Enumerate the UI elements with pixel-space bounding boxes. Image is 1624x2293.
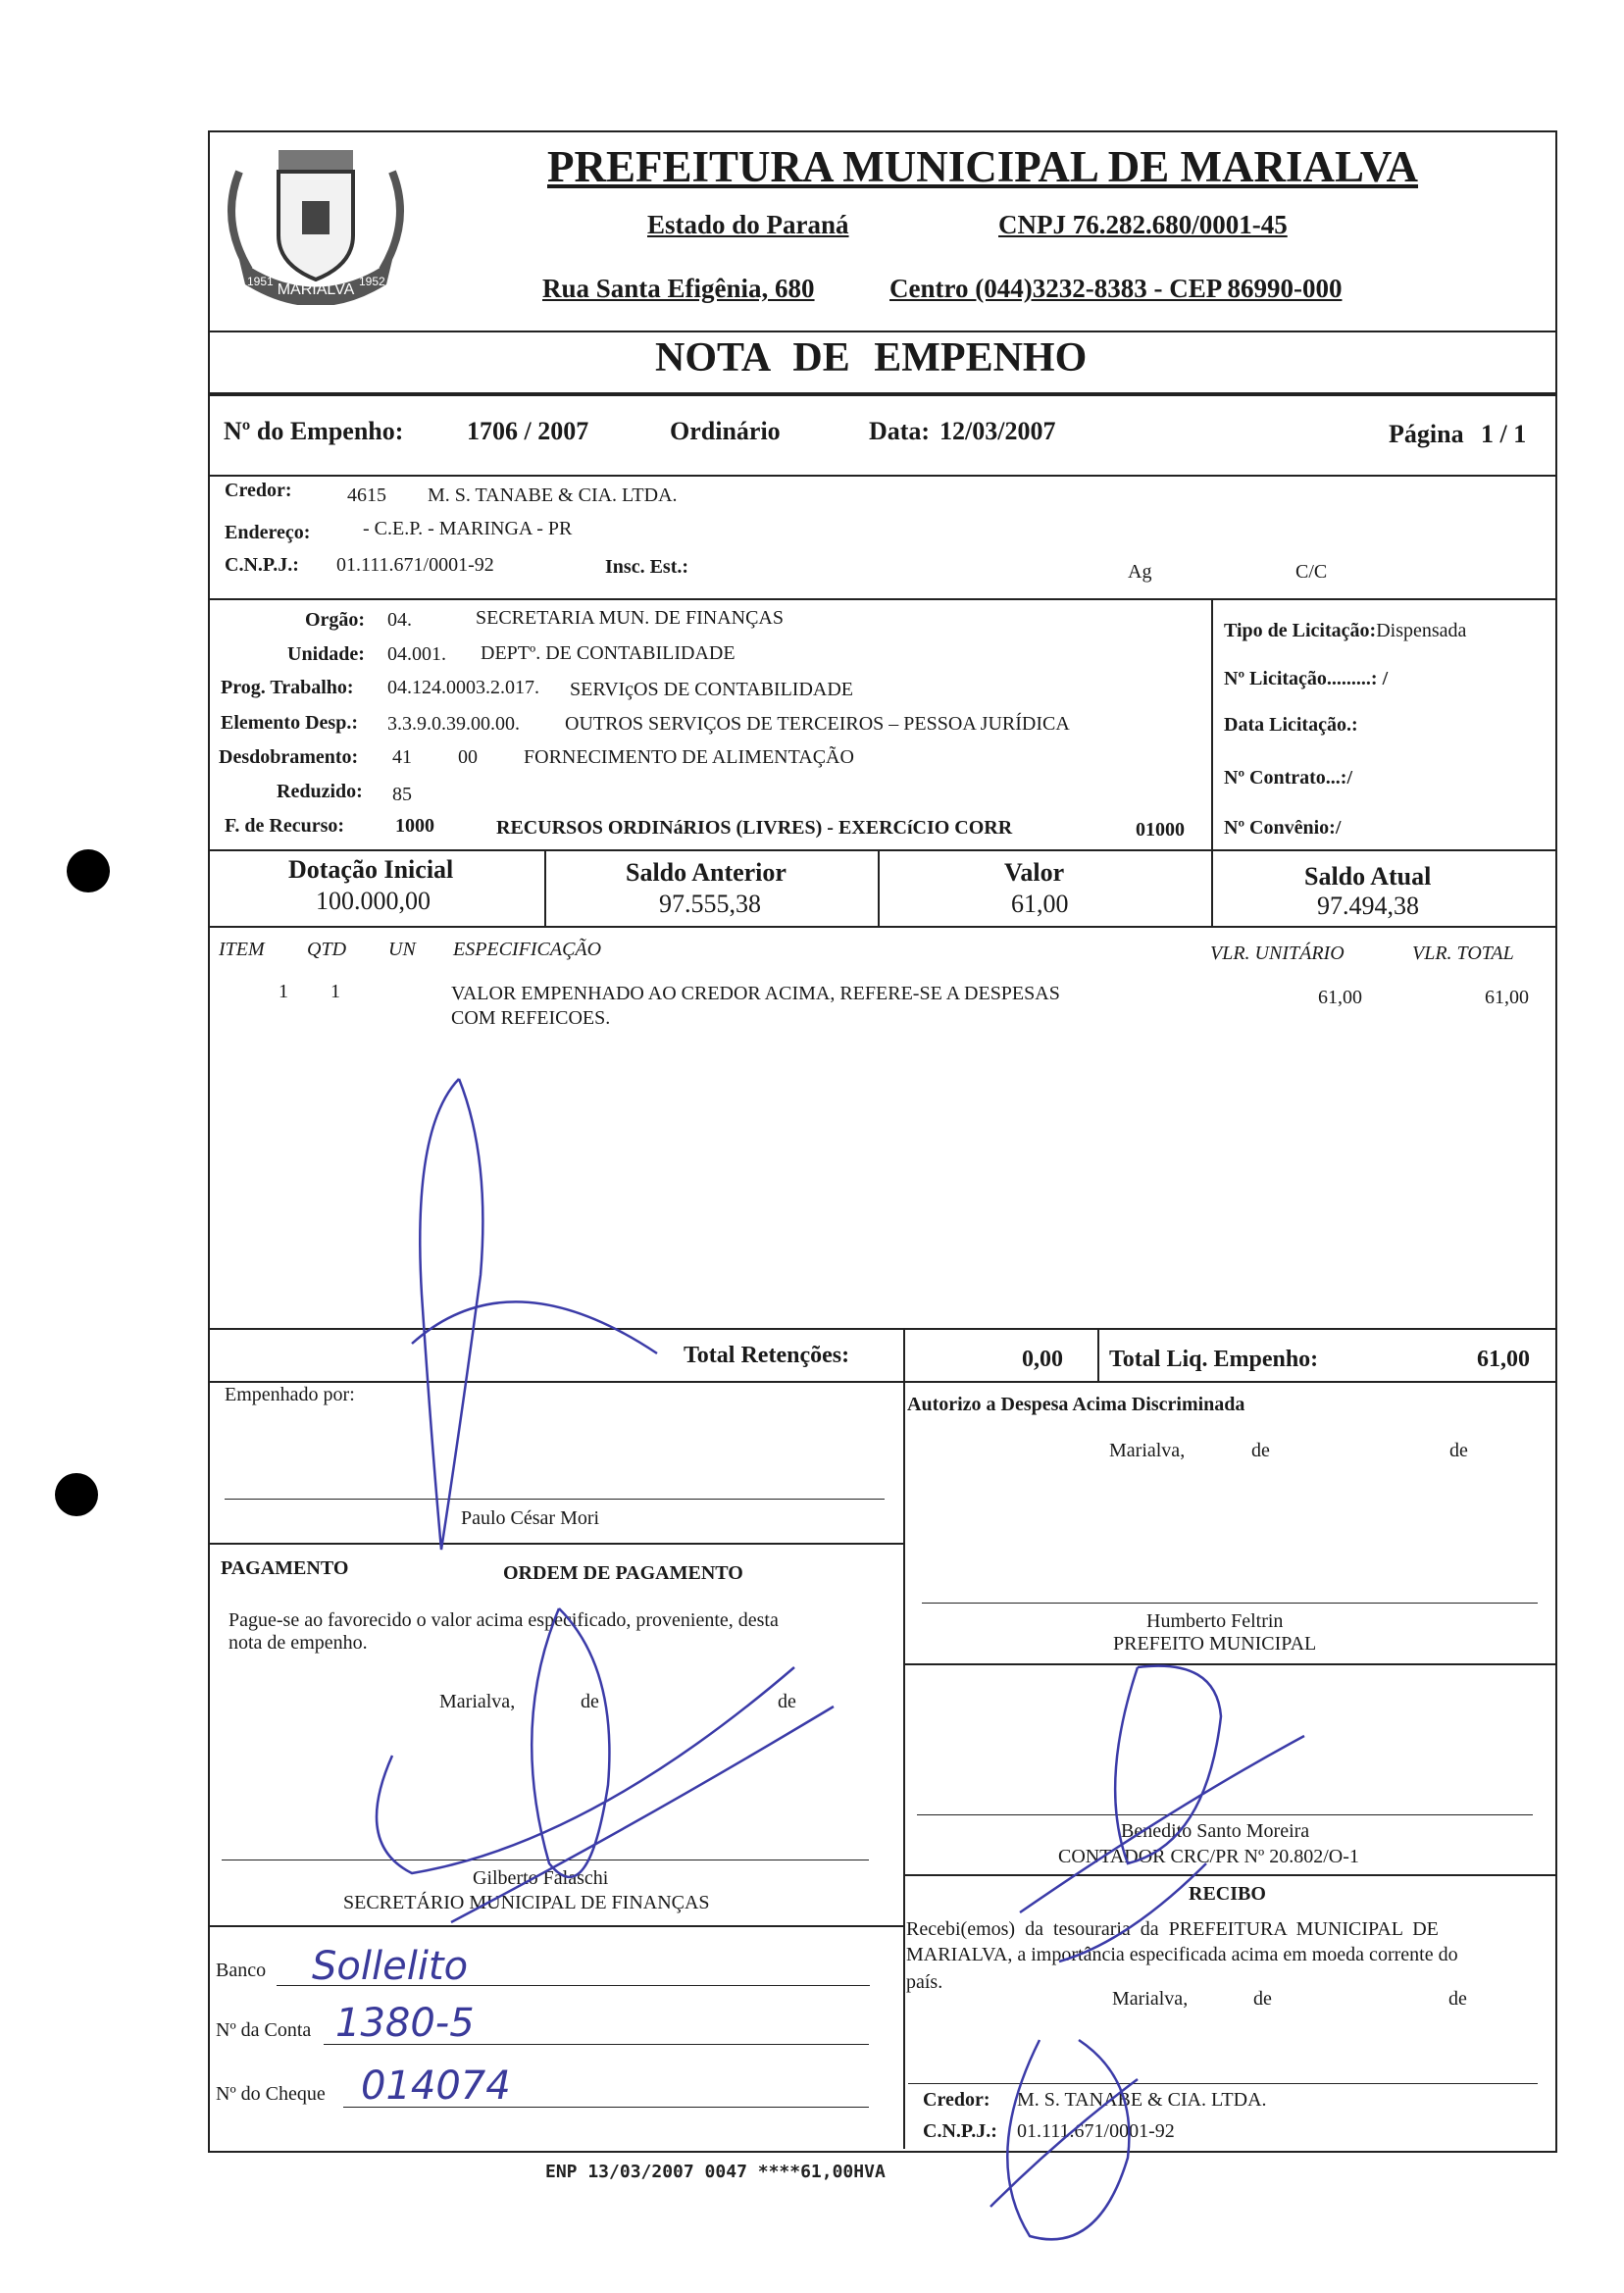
licitacao-data: Data Licitação.: xyxy=(1224,714,1358,736)
orgao-label: Orgão: xyxy=(305,609,366,631)
address-street: Rua Santa Efigênia, 680 xyxy=(542,274,815,303)
col-un: UN xyxy=(388,939,416,960)
endereco-value: - C.E.P. - MARINGA - PR xyxy=(363,518,573,539)
empenho-date: 12/03/2007 xyxy=(939,417,1056,445)
row-total: 61,00 xyxy=(1485,987,1529,1008)
credor-cnpj: 01.111.671/0001-92 xyxy=(336,554,494,576)
row-qtd: 1 xyxy=(330,981,340,1002)
retencoes-value: 0,00 xyxy=(1022,1347,1063,1372)
crest-year-left: 1951 xyxy=(247,275,274,288)
credor-code: 4615 xyxy=(347,484,386,506)
recibo-credor-name: M. S. TANABE & CIA. LTDA. xyxy=(1017,2089,1267,2111)
recibo-de2: de xyxy=(1448,1988,1467,2010)
ordem-label: ORDEM DE PAGAMENTO xyxy=(503,1562,743,1584)
saldo-anterior-label: Saldo Anterior xyxy=(626,858,787,887)
recibo-title: RECIBO xyxy=(1189,1883,1266,1905)
recibo-de1: de xyxy=(1253,1988,1272,2010)
pagamento-text1: Pague-se ao favorecido o valor acima especificado, proveniente, desta xyxy=(228,1609,779,1631)
unidade-code: 04.001. xyxy=(387,643,446,665)
saldo-atual-label: Saldo Atual xyxy=(1304,862,1432,891)
desdobramento-name: FORNECIMENTO DE ALIMENTAÇÃO xyxy=(524,746,854,768)
recurso-name: RECURSOS ORDINáRIOS (LIVRES) - EXERCíCIO CORR xyxy=(496,817,1013,839)
credor-cnpj-label: C.N.P.J.: xyxy=(225,554,299,576)
row-spec-line1: VALOR EMPENHADO AO CREDOR ACIMA, REFERE-SE A DESPESAS xyxy=(451,983,1060,1004)
valor-label: Valor xyxy=(1004,858,1065,887)
autorizo-de1: de xyxy=(1251,1440,1270,1461)
dotacao-value: 100.000,00 xyxy=(316,887,431,915)
liq-value: 61,00 xyxy=(1477,1347,1530,1372)
retencoes-label: Total Retenções: xyxy=(684,1343,850,1368)
reduzido-label: Reduzido: xyxy=(277,781,363,802)
address-rest: Centro (044)3232-8383 - CEP 86990-000 xyxy=(889,274,1343,303)
desdobramento-label: Desdobramento: xyxy=(219,746,359,768)
secretario-role: SECRETÁRIO MUNICIPAL DE FINANÇAS xyxy=(343,1892,710,1913)
licitacao-tipo-value: Dispensada xyxy=(1376,620,1467,641)
pagamento-label: PAGAMENTO xyxy=(221,1557,349,1579)
insc-label: Insc. Est.: xyxy=(605,556,689,578)
credor-name: M. S. TANABE & CIA. LTDA. xyxy=(428,484,678,506)
prog-label: Prog. Trabalho: xyxy=(221,677,354,698)
col-vlr-total: VLR. TOTAL xyxy=(1412,943,1514,964)
recurso-code: 1000 xyxy=(395,815,434,837)
unidade-label: Unidade: xyxy=(287,643,365,665)
pagamento-place: Marialva, xyxy=(439,1691,516,1712)
licitacao-numero: Nº Licitação.........: / xyxy=(1224,668,1389,689)
elemento-name: OUTROS SERVIÇOS DE TERCEIROS – PESSOA JURÍDICA xyxy=(565,713,1070,735)
recibo-cnpj-label: C.N.P.J.: xyxy=(923,2120,997,2142)
recibo-text2: MARIALVA, a importância especificada acima em moeda corrente do xyxy=(906,1944,1458,1965)
desdobramento-sub: 00 xyxy=(458,746,478,768)
unidade-name: DEPTº. DE CONTABILIDADE xyxy=(481,642,736,664)
licitacao-tipo-label: Tipo de Licitação: xyxy=(1224,620,1377,641)
saldo-anterior-value: 97.555,38 xyxy=(659,890,761,918)
pagamento-de1: de xyxy=(581,1691,599,1712)
saldo-atual-value: 97.494,38 xyxy=(1317,892,1419,920)
recibo-text1: Recebi(emos) da tesouraria da PREFEITURA MUNICIPAL DE xyxy=(906,1918,1439,1940)
secretario-name: Gilberto Falaschi xyxy=(473,1867,609,1889)
dotacao-label: Dotação Inicial xyxy=(288,855,454,884)
empenho-date-label: Data: xyxy=(869,417,931,445)
col-vlr-unitario: VLR. UNITÁRIO xyxy=(1210,943,1345,964)
credor-label: Credor: xyxy=(225,480,292,501)
recurso-suffix: 01000 xyxy=(1136,819,1185,841)
contrato: Nº Contrato...:/ xyxy=(1224,767,1353,789)
cheque-handwritten: 014074 xyxy=(361,2064,511,2109)
autorizo-label: Autorizo a Despesa Acima Discriminada xyxy=(907,1394,1245,1415)
orgao-name: SECRETARIA MUN. DE FINANÇAS xyxy=(476,607,784,629)
page-label: Página xyxy=(1389,420,1464,448)
signature-gilberto xyxy=(377,1608,834,1922)
row-spec-line2: COM REFEICOES. xyxy=(451,1007,611,1029)
row-unit: 61,00 xyxy=(1318,987,1362,1008)
estado: Estado do Paraná xyxy=(647,210,849,239)
elemento-label: Elemento Desp.: xyxy=(221,712,358,734)
signature-paulo xyxy=(412,1079,657,1550)
recibo-credor-label: Credor: xyxy=(923,2089,990,2111)
banco-handwritten: Sollelito xyxy=(312,1944,469,1989)
convenio: Nº Convênio:/ xyxy=(1224,817,1342,839)
banco-label: Banco xyxy=(216,1960,267,1981)
contador-role: CONTADOR CRC/PR Nº 20.802/O-1 xyxy=(1058,1846,1359,1867)
pagamento-text2: nota de empenho. xyxy=(228,1632,368,1654)
prefeitura-title: PREFEITURA MUNICIPAL DE MARIALVA xyxy=(547,142,1419,191)
recibo-text3: país. xyxy=(906,1971,943,1993)
page-number: 1 / 1 xyxy=(1481,420,1527,448)
recurso-label: F. de Recurso: xyxy=(225,815,345,837)
cnpj-prefeitura: CNPJ 76.282.680/0001-45 xyxy=(998,210,1288,239)
col-qtd: QTD xyxy=(307,939,347,960)
autorizo-place: Marialva, xyxy=(1109,1440,1186,1461)
signature-recibo xyxy=(990,2040,1138,2239)
empenhado-label: Empenhado por: xyxy=(225,1384,355,1405)
empenhado-name: Paulo César Mori xyxy=(461,1507,600,1529)
reduzido-value: 85 xyxy=(392,784,412,805)
autorizo-de2: de xyxy=(1449,1440,1468,1461)
orgao-code: 04. xyxy=(387,609,412,631)
endereco-label: Endereço: xyxy=(225,522,311,543)
desdobramento-code: 41 xyxy=(392,746,412,768)
elemento-code: 3.3.9.0.39.00.00. xyxy=(387,713,520,735)
crest-band-text: MARIALVA xyxy=(277,281,355,298)
cc-label: C/C xyxy=(1295,561,1328,583)
empenho-number: 1706 / 2007 xyxy=(467,417,589,445)
prog-name: SERVIçOS DE CONTABILIDADE xyxy=(570,679,853,700)
col-especificacao: ESPECIFICAÇÃO xyxy=(453,939,602,960)
doc-title: NOTA DE EMPENHO xyxy=(655,335,1088,381)
prog-code: 04.124.0003.2.017. xyxy=(387,677,539,698)
ag-label: Ag xyxy=(1128,561,1152,583)
cheque-label: Nº do Cheque xyxy=(216,2083,326,2105)
pagamento-de2: de xyxy=(778,1691,796,1712)
recibo-place: Marialva, xyxy=(1112,1988,1189,2010)
signature-benedito xyxy=(1020,1666,1304,1962)
col-item: ITEM xyxy=(219,939,265,960)
row-item: 1 xyxy=(279,981,288,1002)
bank-stamp: ENP 13/03/2007 0047 ****61,00HVA xyxy=(545,2162,886,2182)
crest-year-right: 1952 xyxy=(359,275,385,288)
empenho-label: Nº do Empenho: xyxy=(224,417,404,445)
recibo-cnpj: 01.111.671/0001-92 xyxy=(1017,2120,1175,2142)
prefeito-name: Humberto Feltrin xyxy=(1146,1610,1284,1632)
conta-handwritten: 1380-5 xyxy=(335,2001,475,2046)
prefeito-role: PREFEITO MUNICIPAL xyxy=(1113,1633,1317,1655)
contador-name: Benedito Santo Moreira xyxy=(1121,1820,1310,1842)
valor-value: 61,00 xyxy=(1011,890,1069,918)
liq-label: Total Liq. Empenho: xyxy=(1109,1347,1319,1372)
conta-label: Nº da Conta xyxy=(216,2019,312,2041)
empenho-type: Ordinário xyxy=(670,417,781,445)
